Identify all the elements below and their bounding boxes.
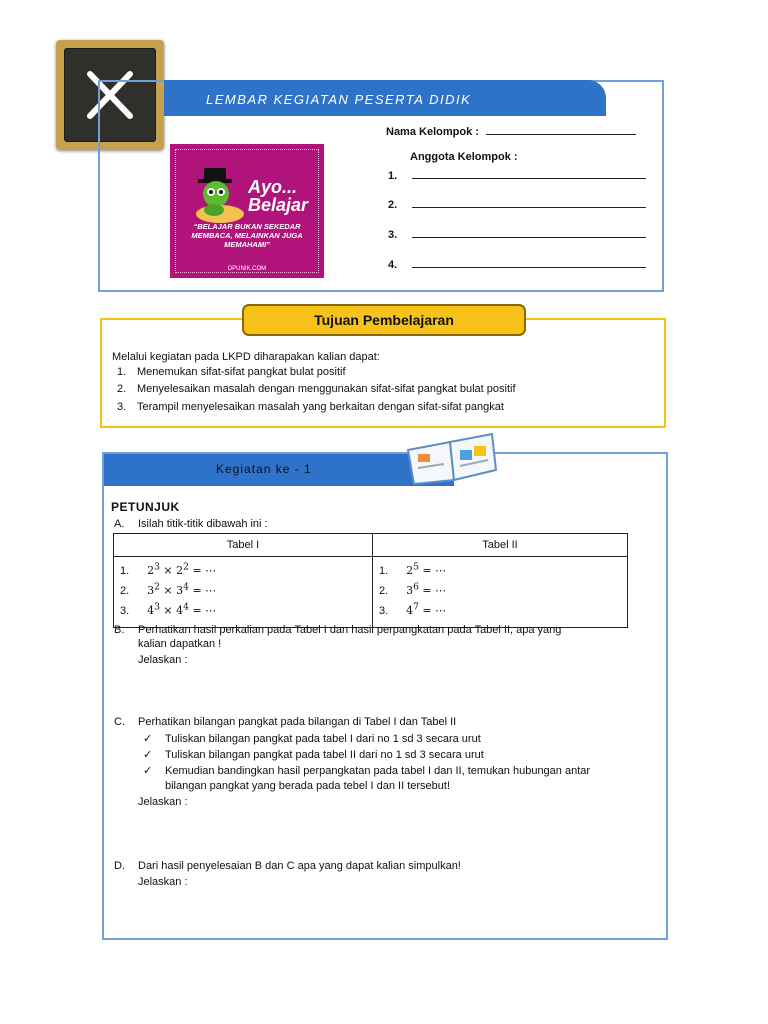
jelaskan-d: Jelaskan : [138, 876, 188, 888]
anggota-field[interactable] [412, 257, 646, 268]
anggota-field[interactable] [412, 197, 646, 208]
anggota-row-3 [388, 227, 646, 241]
kegiatan-title: Kegiatan ke - 1 [216, 462, 312, 476]
logo-slogan: “BELAJAR BUKAN SEKEDAR MEMBACA, MELAINKAN JUGA MEMAHAMI” [191, 222, 303, 249]
tujuan-intro: Melalui kegiatan pada LKPD diharapakan kalian dapat: [112, 351, 380, 363]
bookworm-icon [192, 168, 248, 226]
tujuan-item-3 [117, 401, 504, 413]
section-b [114, 624, 561, 636]
jelaskan-c: Jelaskan : [138, 796, 188, 808]
tujuan-num: 3. [117, 401, 127, 413]
anggota-field[interactable] [412, 168, 646, 179]
header-title: LEMBAR KEGIATAN PESERTA DIDIK [206, 92, 472, 107]
table-cell-1 [114, 557, 373, 628]
check-icon: ✓ [143, 733, 153, 745]
check-icon: ✓ [143, 749, 153, 761]
logo-ayo-text: Ayo... [248, 177, 298, 197]
section-b-text-1: Perhatikan hasil perkalian pada Tabel I dan hasil perpangkatan pada Tabel II, apa yang [138, 624, 562, 636]
kegiatan-title-bar [104, 454, 454, 486]
anggota-row-2 [388, 197, 646, 211]
section-a-text: Isilah titik-titik dibawah ini : [138, 518, 268, 530]
anggota-field[interactable] [412, 227, 646, 238]
section-d-text: Dari hasil penyelesaian B dan C apa yang dapat kalian simpulkan! [138, 860, 461, 872]
section-a-label: A. [114, 518, 125, 530]
anggota-number: 3. [388, 229, 398, 241]
header-title-bar [164, 80, 606, 116]
check-icon: ✓ [143, 765, 153, 777]
section-b-text-2: kalian dapatkan ! [138, 638, 222, 650]
exponent-table [113, 533, 628, 628]
anggota-number: 1. [388, 170, 398, 182]
tujuan-text: Menemukan sifat-sifat pangkat bulat positif [137, 366, 346, 378]
table-row: 3. $4^3 \times 4^4$ = ⋯ [120, 601, 217, 617]
section-c-label: C. [114, 716, 125, 728]
tujuan-item-2 [117, 383, 516, 395]
jelaskan-b: Jelaskan : [138, 654, 188, 666]
section-d-label: D. [114, 860, 125, 872]
section-c-text: Perhatikan bilangan pangkat pada bilangan di Tabel I dan Tabel II [138, 716, 457, 728]
table-row: 2. $3^6$ = ⋯ [379, 581, 447, 597]
section-c [114, 716, 456, 728]
table-row: 1. $2^3 \times 2^2$ = ⋯ [120, 561, 217, 577]
open-book-icon [404, 432, 500, 486]
anggota-kelompok-label: Anggota Kelompok : [410, 151, 518, 163]
tujuan-num: 1. [117, 366, 127, 378]
table-cell-2 [373, 557, 628, 628]
tujuan-num: 2. [117, 383, 127, 395]
ayo-belajar-logo [170, 144, 324, 278]
tujuan-text: Menyelesaikan masalah dengan menggunakan sifat-sifat pangkat bulat positif [137, 383, 516, 395]
table-row: 2. $3^2 \times 3^4$ = ⋯ [120, 581, 217, 597]
tujuan-text: Terampil menyelesaikan masalah yang berkaitan dengan sifat-sifat pangkat [137, 401, 504, 413]
logo-site: DPUNIK.COM [227, 266, 267, 272]
nama-kelompok-label: Nama Kelompok : [386, 126, 479, 138]
anggota-number: 4. [388, 259, 398, 271]
section-b-label: B. [114, 624, 125, 636]
nama-kelompok-row [386, 124, 636, 138]
check-item-2: ✓ Tuliskan bilangan pangkat pada tabel II dari no 1 sd 3 secara urut [143, 749, 484, 761]
table-row: 3. $4^7$ = ⋯ [379, 601, 447, 617]
anggota-row-4 [388, 257, 646, 271]
anggota-row-1 [388, 168, 646, 182]
tujuan-title: Tujuan Pembelajaran [242, 304, 526, 336]
check-item-3-cont: bilangan pangkat yang berada pada tebel I dan II tersebut! [165, 780, 450, 792]
section-a [114, 518, 268, 530]
section-d [114, 860, 461, 872]
table-header-2: Tabel II [373, 534, 628, 557]
table-row: 1. $2^5$ = ⋯ [379, 561, 447, 577]
check-item-1: ✓ Tuliskan bilangan pangkat pada tabel I dari no 1 sd 3 secara urut [143, 733, 481, 745]
tujuan-item-1 [117, 366, 346, 378]
anggota-number: 2. [388, 199, 398, 211]
petunjuk-heading: PETUNJUK [111, 500, 180, 514]
nama-kelompok-field[interactable] [486, 124, 636, 135]
table-header-1: Tabel I [114, 534, 373, 557]
check-item-3: ✓ Kemudian bandingkan hasil perpangkatan pada tabel I dan II, temukan hubungan antar [143, 765, 591, 777]
logo-belajar-text: Belajar [248, 195, 309, 215]
